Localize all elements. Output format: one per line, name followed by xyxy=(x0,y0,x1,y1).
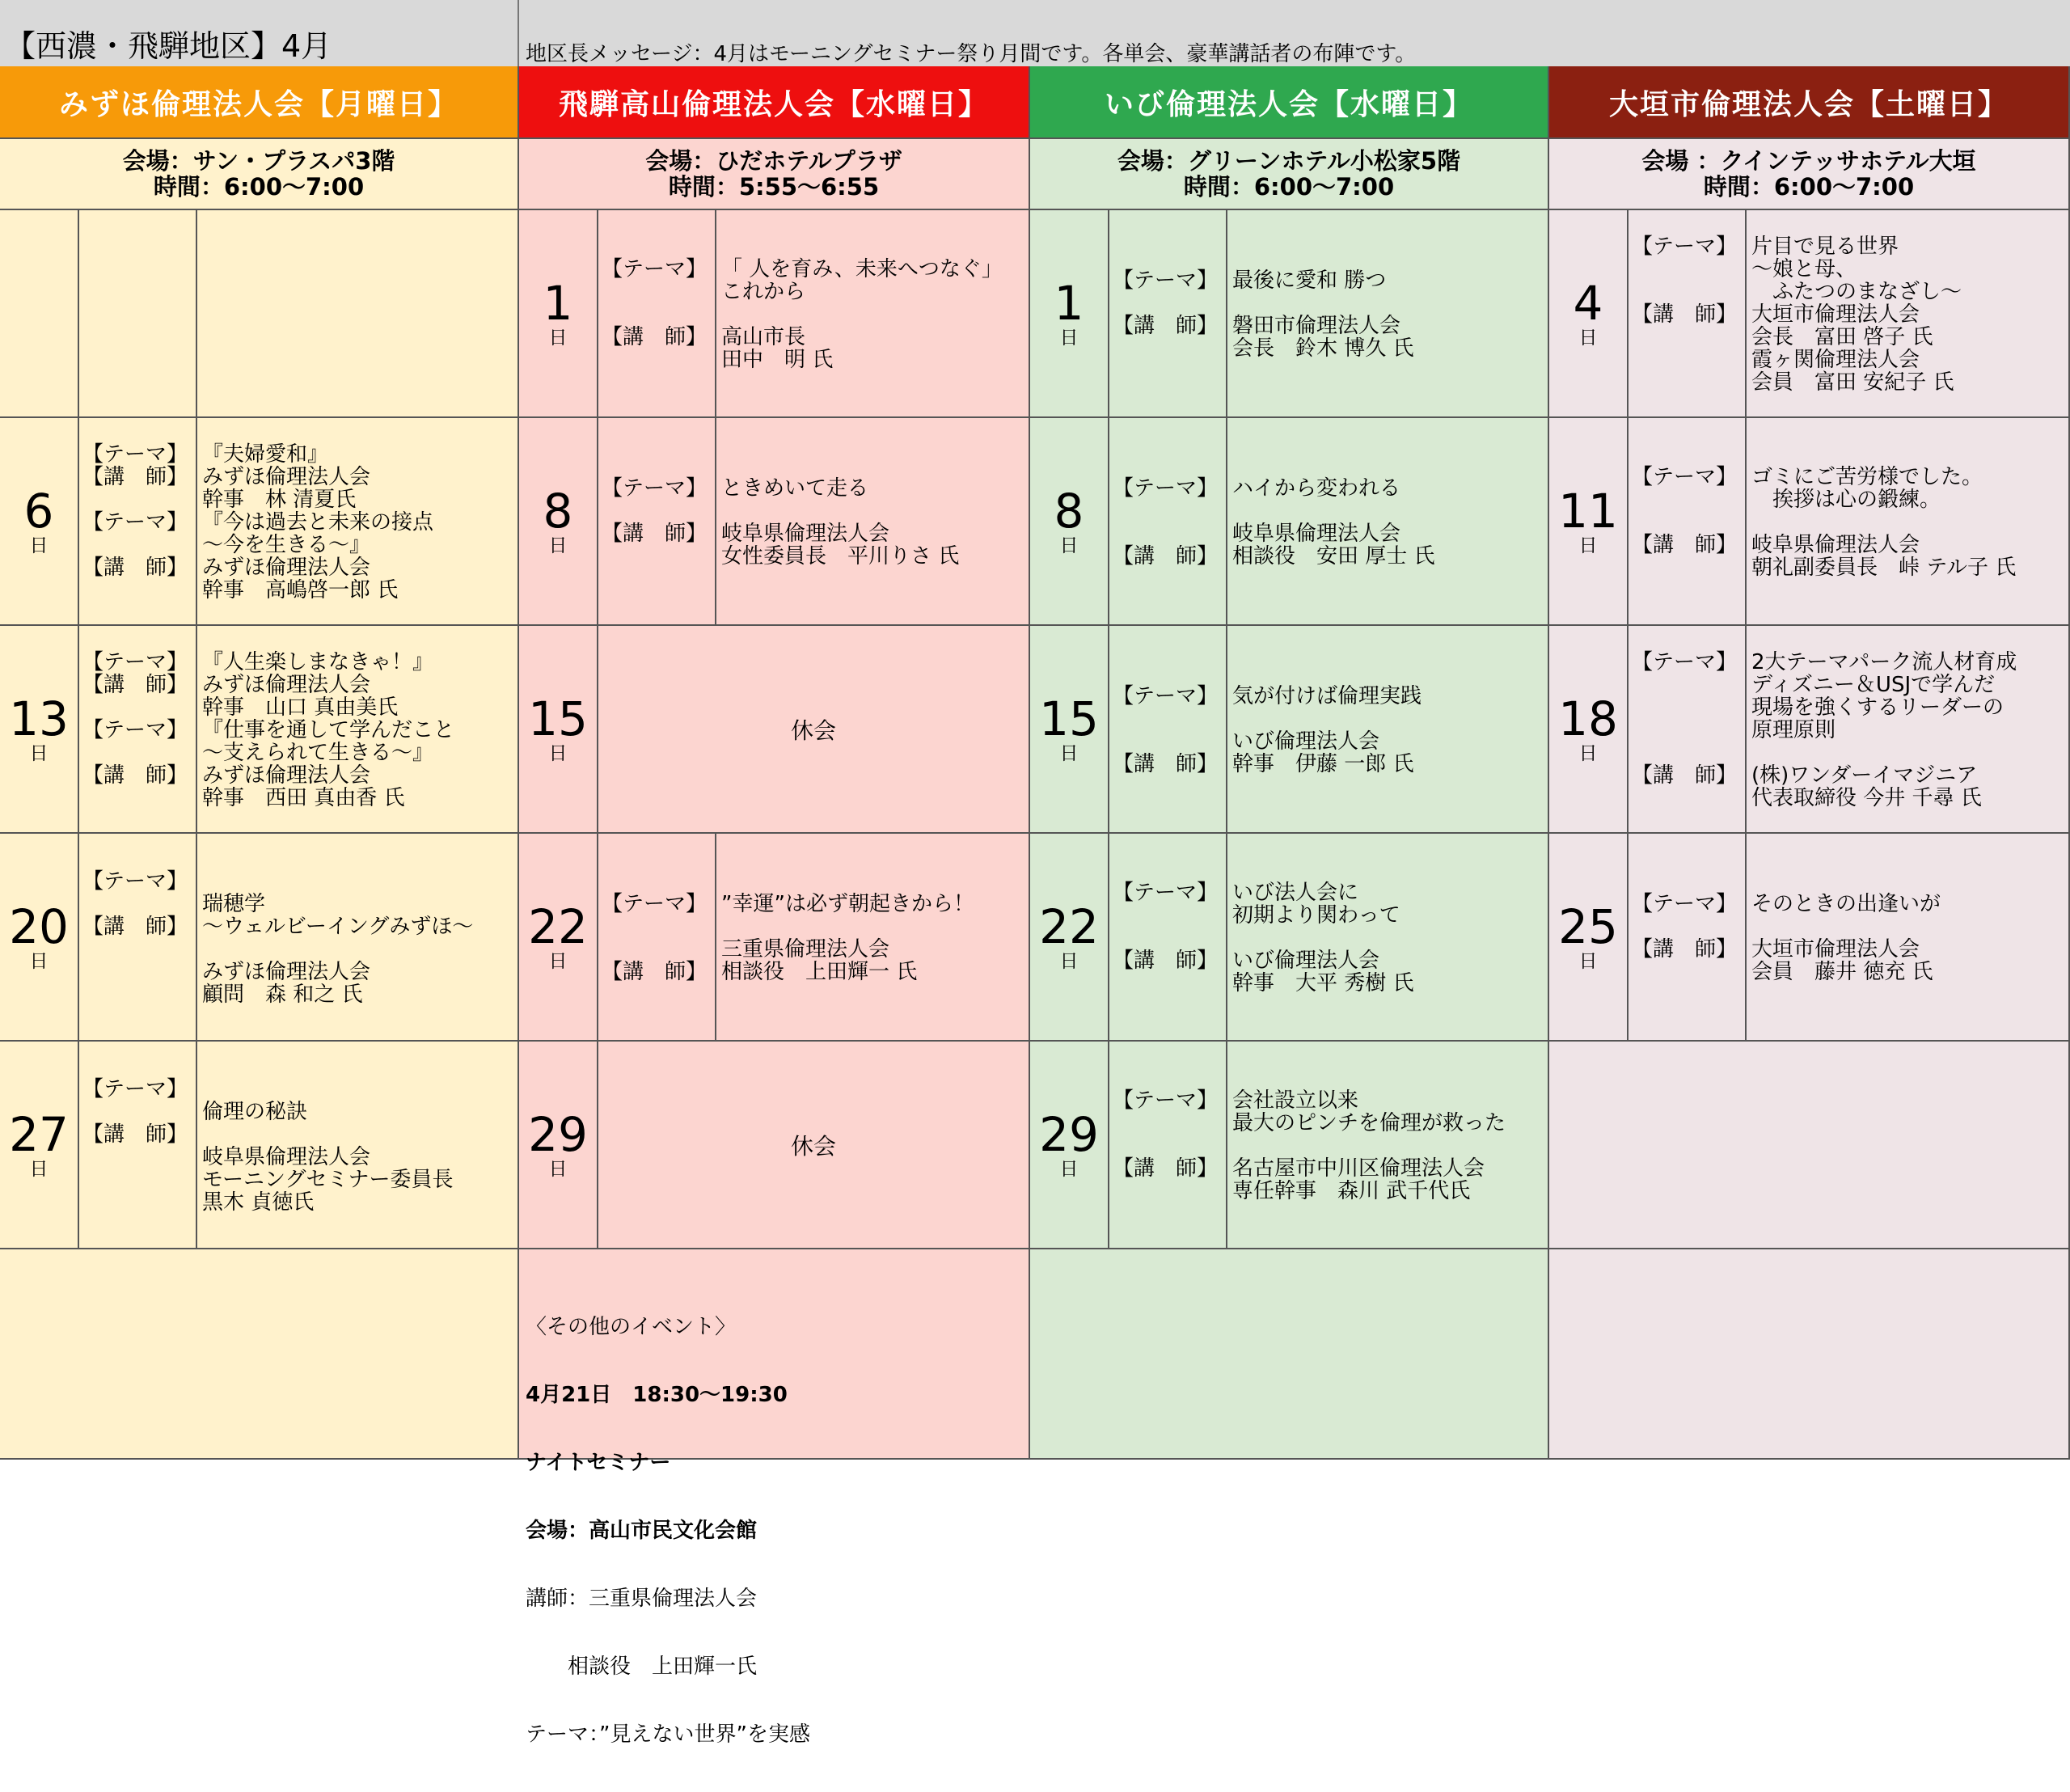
day-unit: 日 xyxy=(1059,742,1079,764)
label-cell: 【テーマ】 【講 師】 xyxy=(1109,1042,1227,1249)
label-cell: 【テーマ】 【講 師】 【テーマ】 【講 師】 xyxy=(79,418,197,626)
column-header-ogaki: 大垣市倫理法人会【土曜日】 xyxy=(1549,66,2070,139)
label-cell: 【テーマ】 【講 師】 xyxy=(1629,626,1747,834)
footer-cell-mizuho xyxy=(0,1249,519,1460)
day-cell-takayama xyxy=(519,626,598,834)
label-cell: 【テーマ】 【講 師】 xyxy=(1629,418,1747,626)
venue-time: 時間：5:55～6:55 xyxy=(668,173,880,201)
footer-cell-ogaki xyxy=(1549,1249,2070,1460)
closed-label: 休会 xyxy=(790,716,836,744)
day-unit: 日 xyxy=(548,1158,568,1180)
closed-cell xyxy=(598,626,1030,834)
other-events-lecturer-role: 相談役 上田輝一氏 xyxy=(526,1655,758,1679)
day-cell-ogaki xyxy=(1549,626,1629,834)
day-number: 11 xyxy=(1558,483,1618,539)
closed-label: 休会 xyxy=(790,1132,836,1160)
day-unit: 日 xyxy=(1578,535,1598,556)
content-cell: ときめいて走る 岐阜県倫理法人会 女性委員長 平川りさ 氏 xyxy=(716,418,1030,626)
day-unit: 日 xyxy=(29,1158,49,1180)
day-cell-ogaki xyxy=(1549,210,1629,418)
venue-name: 会場 ：クインテッサホテル大垣 xyxy=(1641,147,1976,175)
closed-cell xyxy=(598,1042,1030,1249)
day-unit: 日 xyxy=(548,742,568,764)
other-events-heading: 〈その他のイベント〉 xyxy=(526,1315,737,1339)
day-cell-takayama xyxy=(519,834,598,1042)
other-events-venue: 会場：高山市民文化会館 xyxy=(526,1519,758,1543)
day-number: 25 xyxy=(1558,898,1618,954)
venue-ogaki xyxy=(1549,139,2070,210)
venue-time: 時間：6:00～7:00 xyxy=(1183,173,1395,201)
day-number: 18 xyxy=(1558,691,1618,746)
day-cell-takayama xyxy=(519,210,598,418)
day-unit: 日 xyxy=(1578,742,1598,764)
day-cell-mizuho xyxy=(0,1042,79,1249)
day-number: 6 xyxy=(23,483,54,539)
label-cell: 【テーマ】 【講 師】 xyxy=(598,210,716,418)
day-number: 29 xyxy=(1039,1106,1099,1162)
day-number: 8 xyxy=(1054,483,1084,539)
day-number: 15 xyxy=(528,691,588,746)
day-unit: 日 xyxy=(548,327,568,349)
column-header-mizuho: みずほ倫理法人会【月曜日】 xyxy=(0,66,519,139)
day-unit: 日 xyxy=(1578,950,1598,972)
day-number: 22 xyxy=(1039,898,1099,954)
venue-mizuho xyxy=(0,139,519,210)
day-cell-mizuho xyxy=(0,210,79,418)
empty-cell-ogaki xyxy=(1549,1042,2070,1249)
day-cell-ibi xyxy=(1030,210,1109,418)
content-cell: 会社設立以来 最大のピンチを倫理が救った 名古屋市中川区倫理法人会 専任幹事 森川 武千代氏 xyxy=(1227,1042,1549,1249)
other-events-lecturer: 講師：三重県倫理法人会 xyxy=(526,1587,758,1611)
content-cell: 『夫婦愛和』 みずほ倫理法人会 幹事 林 清夏氏 『今は過去と未来の接点 ～今を生きる～』 みずほ倫理法人会 幹事 高嶋啓一郎 氏 xyxy=(197,418,519,626)
top-bar xyxy=(0,0,2070,68)
content-cell: 『人生楽しまなきゃ！』 みずほ倫理法人会 幹事 山口 真由美氏 『仕事を通して学んだこと ～支えられて生きる～』 みずほ倫理法人会 幹事 西田 真由香 氏 xyxy=(197,626,519,834)
label-cell: 【テーマ】 【講 師】 xyxy=(79,1042,197,1249)
day-unit: 日 xyxy=(1059,327,1079,349)
day-cell-ibi xyxy=(1030,1042,1109,1249)
day-cell-ibi xyxy=(1030,626,1109,834)
day-number: 22 xyxy=(528,898,588,954)
label-cell: 【テーマ】 【講 師】 【テーマ】 【講 師】 xyxy=(79,626,197,834)
day-unit: 日 xyxy=(548,535,568,556)
label-cell: 【テーマ】 【講 師】 xyxy=(1109,834,1227,1042)
content-cell: 倫理の秘訣 岐阜県倫理法人会 モーニングセミナー委員長 黒木 貞徳氏 xyxy=(197,1042,519,1249)
venue-takayama xyxy=(519,139,1030,210)
day-cell-mizuho xyxy=(0,834,79,1042)
label-cell: 【テーマ】 【講 師】 xyxy=(1109,626,1227,834)
day-cell-mizuho xyxy=(0,626,79,834)
venue-time: 時間：6:00～7:00 xyxy=(1703,173,1915,201)
label-cell: 【テーマ】 【講 師】 xyxy=(79,834,197,1042)
other-events-cell xyxy=(519,1249,1030,1747)
day-number: 27 xyxy=(9,1106,69,1162)
content-cell: 気が付けば倫理実践 いび倫理法人会 幹事 伊藤 一郎 氏 xyxy=(1227,626,1549,834)
column-header-takayama: 飛騨高山倫理法人会【水曜日】 xyxy=(519,66,1030,139)
content-cell: 2大テーマパーク流人材育成 ディズニー＆USJで学んだ 現場を強くするリーダーの 原理原則 (株)ワンダーイマジニア 代表取締役 今井 千尋 氏 xyxy=(1747,626,2070,834)
day-cell-takayama xyxy=(519,1042,598,1249)
content-cell xyxy=(197,210,519,418)
content-cell: 片目で見る世界 ～娘と母、 ふたつのまなざし～ 大垣市倫理法人会 会長 富田 啓子 氏 霞ヶ関倫理法人会 会員 富田 安紀子 氏 xyxy=(1747,210,2070,418)
day-unit: 日 xyxy=(1059,1158,1079,1180)
day-number: 4 xyxy=(1573,275,1603,331)
label-cell: 【テーマ】 【講 師】 xyxy=(598,834,716,1042)
label-cell: 【テーマ】 【講 師】 xyxy=(1629,834,1747,1042)
region-message: 地区長メッセージ：4月はモーニングセミナー祭り月間です。各単会、豪華講話者の布陣です。 xyxy=(526,42,1417,66)
day-number: 15 xyxy=(1039,691,1099,746)
label-cell: 【テーマ】 【講 師】 xyxy=(1109,210,1227,418)
day-unit: 日 xyxy=(29,950,49,972)
day-cell-ogaki xyxy=(1549,834,1629,1042)
venue-name: 会場：サン・プラスパ3階 xyxy=(122,147,395,175)
day-cell-ibi xyxy=(1030,418,1109,626)
label-cell xyxy=(79,210,197,418)
day-cell-mizuho xyxy=(0,418,79,626)
day-cell-ogaki xyxy=(1549,418,1629,626)
day-unit: 日 xyxy=(1578,327,1598,349)
region-title: 【西濃・飛騨地区】4月 xyxy=(5,28,332,64)
label-cell: 【テーマ】 【講 師】 xyxy=(598,418,716,626)
content-cell: 瑞穂学 ～ウェルビーイングみずほ～ みずほ倫理法人会 顧問 森 和之 氏 xyxy=(197,834,519,1042)
day-number: 20 xyxy=(9,898,69,954)
day-number: 13 xyxy=(9,691,69,746)
label-cell: 【テーマ】 【講 師】 xyxy=(1109,418,1227,626)
content-cell: ゴミにご苦労様でした。 挨拶は心の鍛練。 岐阜県倫理法人会 朝礼副委員長 峠 テル子 氏 xyxy=(1747,418,2070,626)
day-unit: 日 xyxy=(1059,535,1079,556)
day-number: 29 xyxy=(528,1106,588,1162)
column-header-ibi: いび倫理法人会【水曜日】 xyxy=(1030,66,1549,139)
content-cell: 「 人を育み、未来へつなぐ」 これから 高山市長 田中 明 氏 xyxy=(716,210,1030,418)
day-cell-takayama xyxy=(519,418,598,626)
content-cell: ハイから変われる 岐阜県倫理法人会 相談役 安田 厚士 氏 xyxy=(1227,418,1549,626)
day-number: 1 xyxy=(1054,275,1084,331)
day-number: 1 xyxy=(543,275,573,331)
venue-name: 会場：ひだホテルプラザ xyxy=(645,147,902,175)
day-number: 8 xyxy=(543,483,573,539)
content-cell: そのときの出逢いが 大垣市倫理法人会 会員 藤井 徳充 氏 xyxy=(1747,834,2070,1042)
venue-time: 時間：6:00～7:00 xyxy=(153,173,365,201)
day-unit: 日 xyxy=(1059,950,1079,972)
content-cell: ”幸運”は必ず朝起きから！ 三重県倫理法人会 相談役 上田輝一 氏 xyxy=(716,834,1030,1042)
day-unit: 日 xyxy=(29,742,49,764)
footer-cell-ibi xyxy=(1030,1249,1549,1460)
day-unit: 日 xyxy=(548,950,568,972)
other-events-name: ナイトセミナー xyxy=(526,1451,671,1475)
other-events xyxy=(519,1249,1029,1791)
content-cell: いび法人会に 初期より関わって いび倫理法人会 幹事 大平 秀樹 氏 xyxy=(1227,834,1549,1042)
day-unit: 日 xyxy=(29,535,49,556)
other-events-datetime: 4月21日 18:30～19:30 xyxy=(526,1383,788,1407)
day-cell-ibi xyxy=(1030,834,1109,1042)
other-events-theme: テーマ：”見えない世界”を実感 xyxy=(526,1722,810,1747)
label-cell: 【テーマ】 【講 師】 xyxy=(1629,210,1747,418)
top-divider xyxy=(518,0,519,66)
venue-ibi xyxy=(1030,139,1549,210)
venue-name: 会場：グリーンホテル小松家5階 xyxy=(1117,147,1461,175)
content-cell: 最後に愛和 勝つ 磐田市倫理法人会 会長 鈴木 博久 氏 xyxy=(1227,210,1549,418)
